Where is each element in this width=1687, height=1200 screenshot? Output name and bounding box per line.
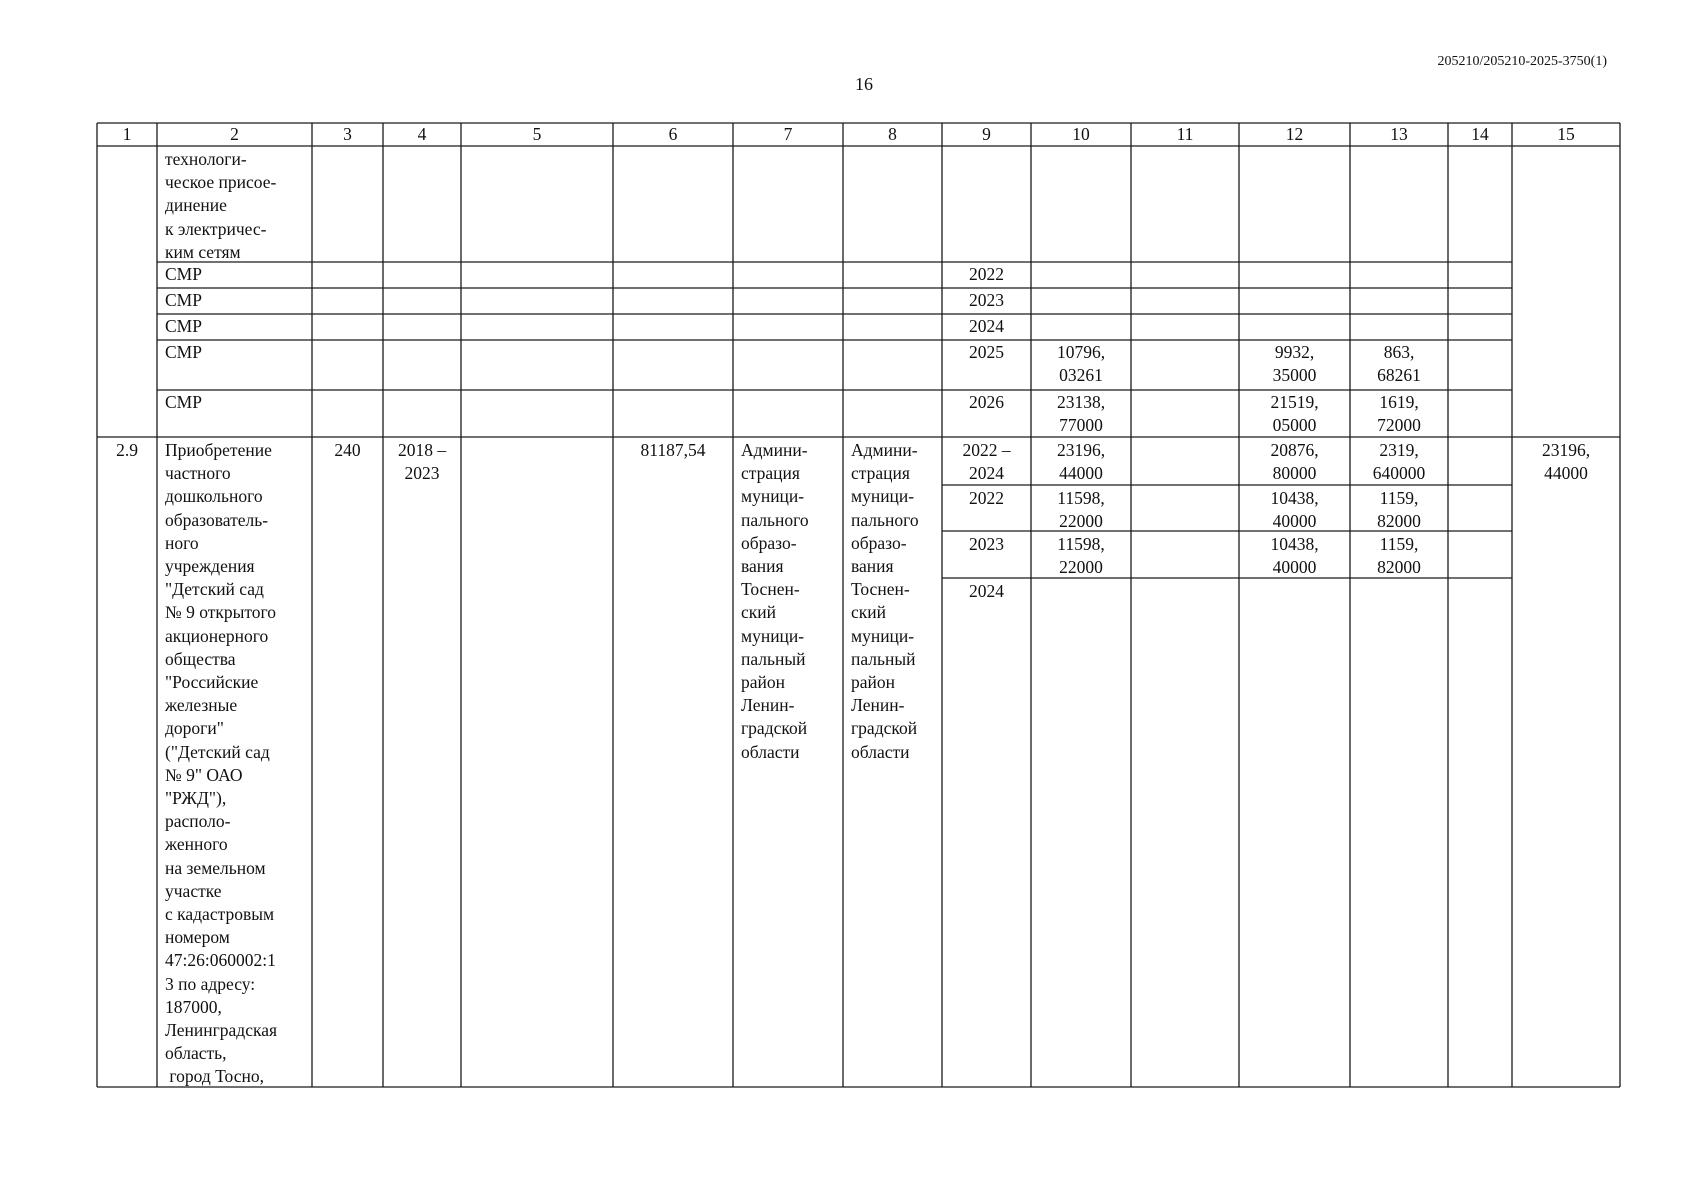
year-col13-0: 2319, 640000 [1372, 440, 1426, 484]
column-header-4: 4 [417, 124, 427, 144]
year-2: 2023 [969, 534, 1004, 554]
year-col10-2: 11598, 22000 [1057, 534, 1105, 578]
stage-col12-4: 21519, 05000 [1270, 392, 1319, 436]
stage-year-1: 2023 [969, 290, 1004, 310]
column-header-9: 9 [982, 124, 991, 144]
column-header-10: 10 [1072, 124, 1090, 144]
year-0: 2022 – 2024 [962, 440, 1011, 484]
stage-label-0: СМР [165, 264, 202, 284]
column-header-2: 2 [230, 124, 239, 144]
year-3: 2024 [969, 581, 1004, 601]
developer: Админи- страция муници- пального образо- вания Тоснен- ский муници- пальный район Ленин- градской области [851, 440, 919, 762]
year-col13-2: 1159, 82000 [1377, 534, 1421, 578]
page-number: 16 [855, 74, 873, 94]
stage-year-2: 2024 [969, 316, 1004, 336]
year-1: 2022 [969, 488, 1004, 508]
year-col12-1: 10438, 40000 [1270, 488, 1319, 532]
column-header-6: 6 [668, 124, 678, 144]
stage-label-2: СМР [165, 316, 202, 336]
continued-name: технологи- ческое присое- динение к электричес- ким сетям [165, 149, 277, 262]
period: 2018 – 2023 [397, 440, 447, 484]
stage-col13-4: 1619, 72000 [1377, 392, 1421, 436]
total-col15: 23196, 44000 [1541, 440, 1591, 484]
estimated-cost: 81187,54 [640, 440, 706, 460]
column-header-5: 5 [532, 124, 542, 144]
stage-col10-4: 23138, 77000 [1056, 392, 1106, 436]
year-col13-1: 1159, 82000 [1377, 488, 1421, 532]
column-header-7: 7 [783, 124, 793, 144]
column-header-1: 1 [122, 124, 132, 144]
stage-year-4: 2026 [969, 392, 1004, 412]
stage-col10-3: 10796, 03261 [1056, 342, 1106, 386]
row-number: 2.9 [116, 440, 138, 460]
column-header-11: 11 [1176, 124, 1194, 144]
year-col10-1: 11598, 22000 [1057, 488, 1105, 532]
column-header-15: 15 [1557, 124, 1575, 144]
stage-year-0: 2022 [969, 264, 1004, 284]
stage-col13-3: 863, 68261 [1377, 342, 1421, 386]
stage-col12-3: 9932, 35000 [1272, 342, 1317, 386]
year-col12-0: 20876, 80000 [1270, 440, 1319, 484]
column-header-12: 12 [1285, 124, 1304, 144]
column-header-8: 8 [888, 124, 897, 144]
stage-label-4: СМР [165, 392, 202, 412]
column-header-3: 3 [343, 124, 352, 144]
object-name: Приобретение частного дошкольного образователь- ного учреждения "Детский сад № 9 открытого акционерного общества "Российские железные дороги" ("Детский сад № 9" ОАО "РЖД"), располо- женного на земельном участке с кадастровым номером 47:26:060002:1 3 по адресу: 187000, Ленинградская область, город Тосно, [165, 440, 278, 1087]
column-header-14: 14 [1471, 124, 1489, 144]
column-header-13: 13 [1390, 124, 1408, 144]
stage-year-3: 2025 [969, 342, 1004, 362]
year-col12-2: 10438, 40000 [1270, 534, 1319, 578]
stage-label-3: СМР [165, 342, 202, 362]
document-id: 205210/205210-2025-3750(1) [1437, 54, 1607, 69]
stage-label-1: СМР [165, 290, 202, 310]
capacity: 240 [334, 440, 361, 460]
customer: Админи- страция муници- пального образо- вания Тоснен- ский муници- пальный район Ленин- градской области [741, 440, 809, 762]
year-col10-0: 23196, 44000 [1056, 440, 1106, 484]
